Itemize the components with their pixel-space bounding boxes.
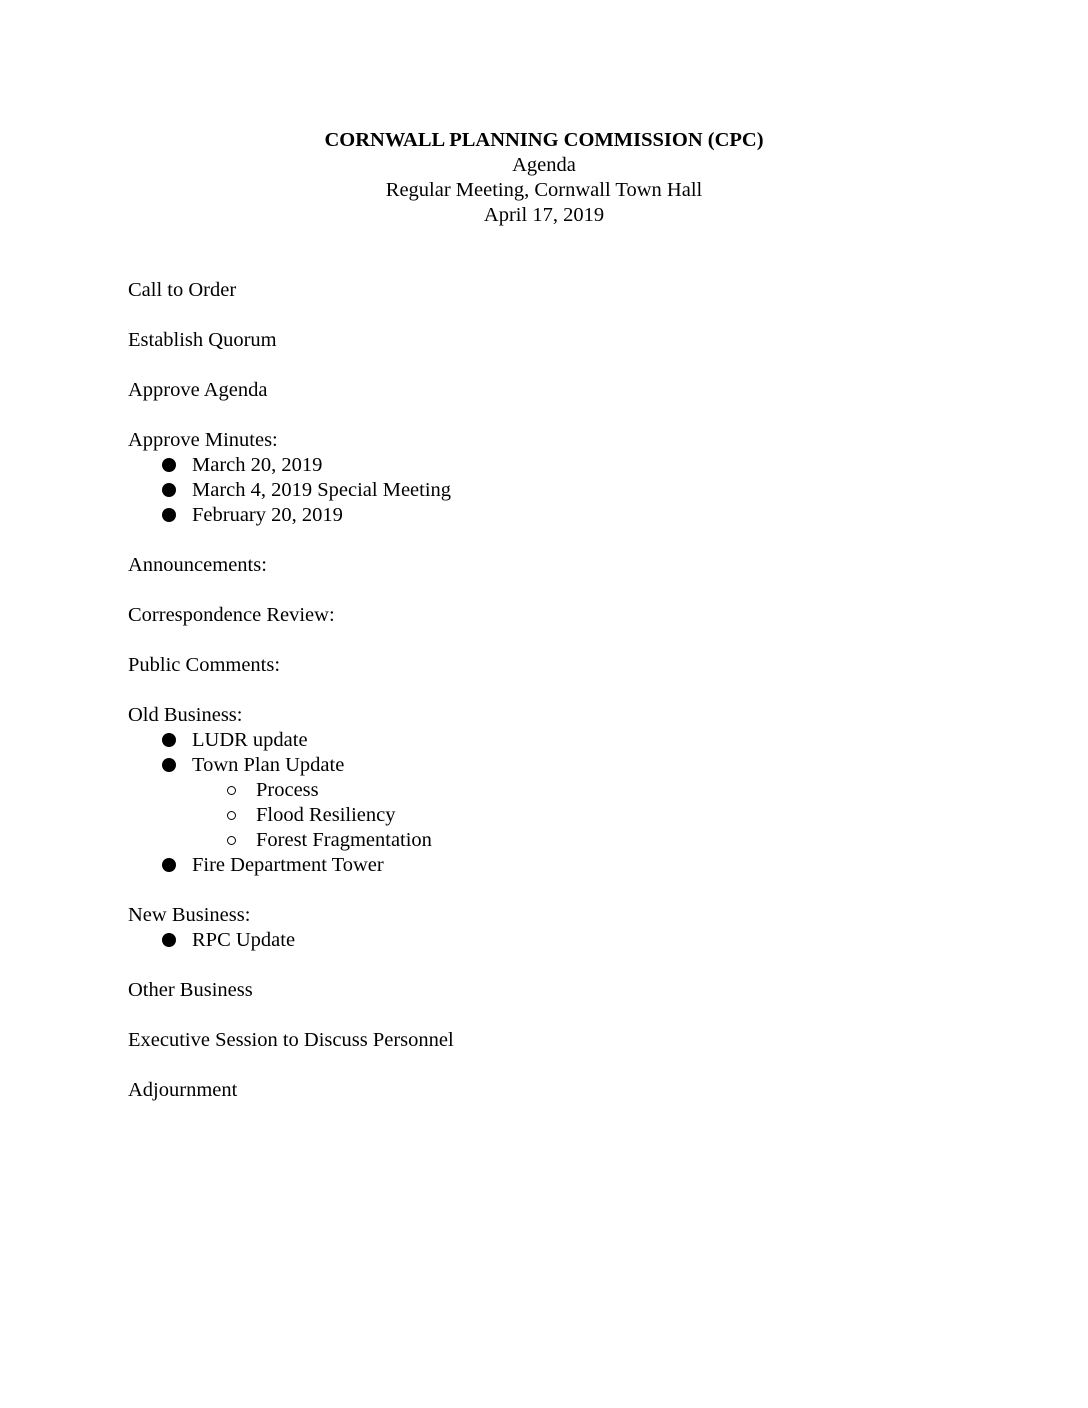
agenda-section-title: Approve Agenda: [128, 379, 268, 401]
agenda-section: [128, 328, 1028, 353]
agenda-section-title: New Business:: [128, 904, 251, 926]
agenda-item-label: March 4, 2019 Special Meeting: [192, 479, 452, 501]
agenda-section-title: Announcements:: [128, 554, 267, 576]
agenda-list: [128, 278, 1028, 1128]
agenda-section: [128, 903, 1028, 953]
agenda-section: [128, 603, 1028, 628]
agenda-item: [192, 928, 1028, 953]
meeting-date: April 17, 2019: [483, 204, 605, 226]
agenda-section: [128, 1078, 1028, 1103]
agenda-section: [128, 553, 1028, 578]
agenda-subitem: [256, 803, 1028, 828]
agenda-item-label: Town Plan Update: [192, 754, 345, 776]
agenda-item: [192, 753, 1028, 853]
agenda-item-label: March 20, 2019: [192, 454, 323, 476]
agenda-section-title: Correspondence Review:: [128, 604, 335, 626]
agenda-section-title: Old Business:: [128, 704, 243, 726]
agenda-section: [128, 278, 1028, 303]
filled-bullet-icon: [162, 758, 176, 772]
agenda-section-title: Public Comments:: [128, 654, 281, 676]
agenda-subitem-list: [192, 778, 1028, 853]
filled-bullet-icon: [162, 858, 176, 872]
agenda-section: [128, 653, 1028, 678]
agenda-item: [192, 503, 1028, 528]
agenda-item-label: February 20, 2019: [192, 504, 343, 526]
agenda-section: [128, 1028, 1028, 1053]
agenda-subitem-label: Flood Resiliency: [256, 804, 396, 826]
agenda-item: [192, 453, 1028, 478]
agenda-subitem-label: Forest Fragmentation: [256, 829, 432, 851]
agenda-subitem-label: Process: [256, 779, 319, 801]
agenda-item-label: LUDR update: [192, 729, 308, 751]
agenda-item-list: [128, 728, 1028, 878]
filled-bullet-icon: [162, 933, 176, 947]
document-header: [0, 128, 1088, 228]
agenda-item-list: [128, 453, 1028, 528]
hollow-bullet-icon: [227, 811, 236, 820]
agenda-item: [192, 478, 1028, 503]
agenda-section-title: Approve Minutes:: [128, 429, 278, 451]
agenda-section-title: Call to Order: [128, 279, 237, 301]
agenda-section-title: Establish Quorum: [128, 329, 277, 351]
hollow-bullet-icon: [227, 836, 236, 845]
agenda-item-label: RPC Update: [192, 929, 296, 951]
agenda-item: [192, 728, 1028, 753]
meeting-location: Regular Meeting, Cornwall Town Hall: [385, 179, 703, 201]
agenda-section-title: Other Business: [128, 979, 253, 1001]
agenda-subitem: [256, 828, 1028, 853]
agenda-section: [128, 978, 1028, 1003]
agenda-section: [128, 703, 1028, 878]
agenda-section-title: Executive Session to Discuss Personnel: [128, 1029, 454, 1051]
agenda-section: [128, 378, 1028, 403]
filled-bullet-icon: [162, 508, 176, 522]
agenda-subitem: [256, 778, 1028, 803]
agenda-section-title: Adjournment: [128, 1079, 238, 1101]
agenda-item: [192, 853, 1028, 878]
agenda-section: [128, 428, 1028, 528]
agenda-item-label: Fire Department Tower: [192, 854, 384, 876]
filled-bullet-icon: [162, 458, 176, 472]
document-title: CORNWALL PLANNING COMMISSION (CPC): [324, 129, 764, 151]
filled-bullet-icon: [162, 733, 176, 747]
filled-bullet-icon: [162, 483, 176, 497]
document-subtitle: Agenda: [512, 154, 576, 176]
agenda-item-list: [128, 928, 1028, 953]
hollow-bullet-icon: [227, 786, 236, 795]
